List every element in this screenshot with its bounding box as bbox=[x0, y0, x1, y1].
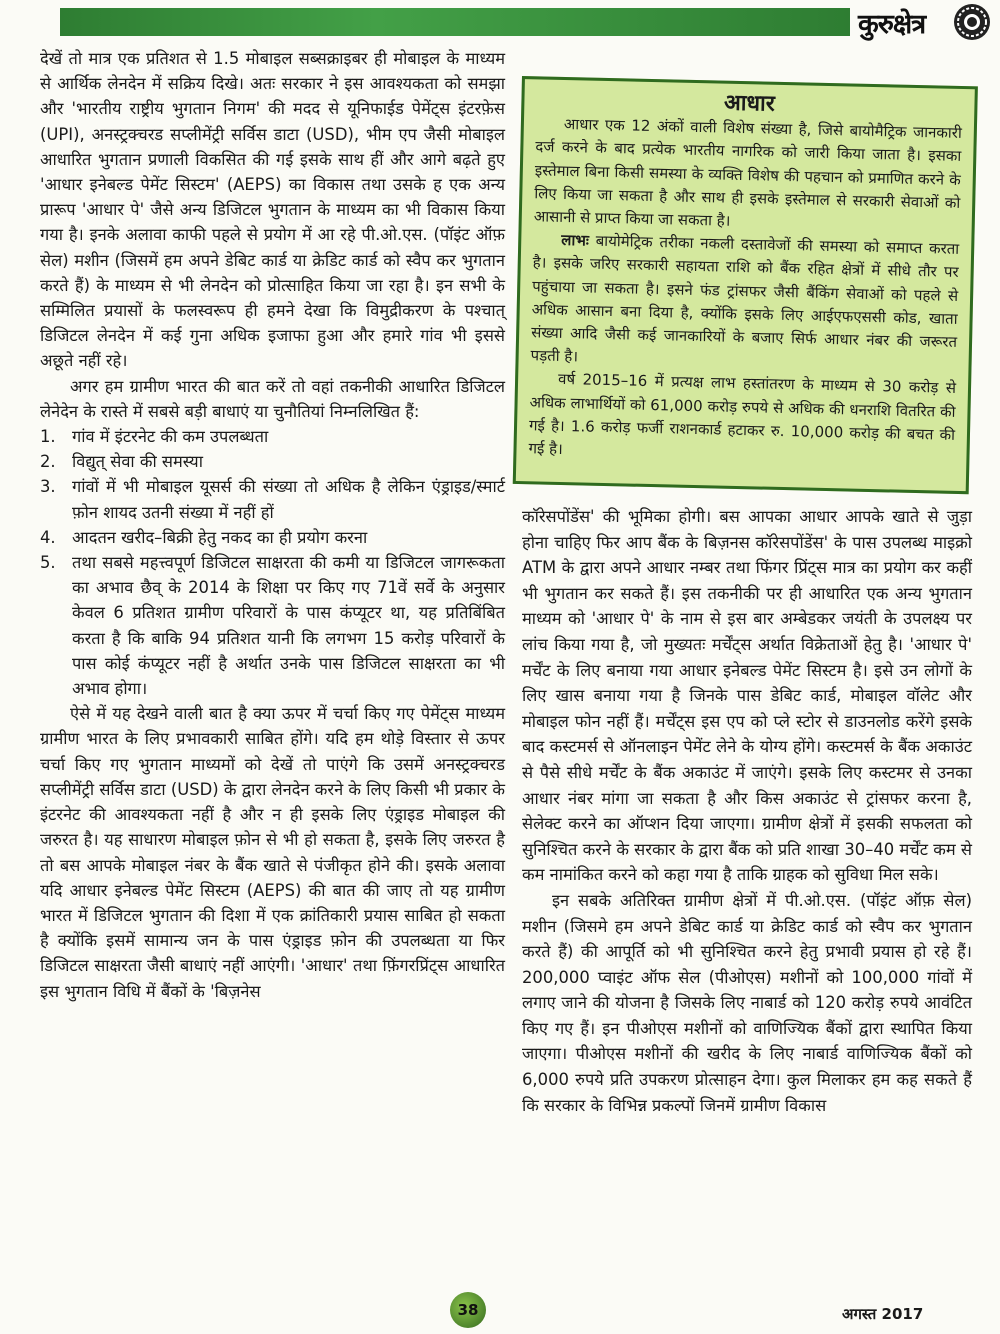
box-paragraph-3: वर्ष 2015–16 में प्रत्यक्ष लाभ हस्तांतरण के माध्यम से 30 करोड़ से अधिक लाभार्थियों को 61,000 करोड़ रुपये से अधिक की धनराशि वितरित की गई है। 1.6 करोड़ फर्जी राशनकार्ड हटाकर रु. 10,000 करोड़ की बचत की गई है। bbox=[528, 370, 957, 459]
list-number: 1. bbox=[40, 427, 56, 447]
header-green-bar bbox=[60, 8, 850, 36]
right-paragraph-1: कॉरेसपोंडेंस' की भूमिका होगी। बस आपका आधार आपके खाते से जुड़ा होना चाहिए फिर आप बैंक के बिज़नस कॉरेसपोंडेंस' के पास उपलब्ध माइक्रो ATM के द्वारा अपने आधार नम्बर तथा फिंगर प्रिंट्स मात्र का प्रयोग कर कहीं भी भुगतान कर सकते हैं। इस तकनीकी पर ही आधारित एक अन्य भुगतान माध्यम को 'आधार पे' के नाम से इस बार अम्बेडकर जयंती के उपलक्ष्य पर लांच किया गया है, जो मुख्यतः मर्चेंट्स अर्थात विक्रेताओं हेतु है। 'आधार पे' मर्चेंट के लिए बनाया गया आधार इनेबल्ड पेमेंट सिस्टम है। इसे उन लोगों के लिए खास बनाया गया है जिनके पास डेबिट कार्ड, मोबाइल वॉलेट और मोबाइल फोन नहीं हैं। मर्चेंट्स इस एप को प्ले स्टोर से डाउनलोड करेंगे इसके बाद कस्टमर्स से ऑनलाइन पेमेंट लेने के योग्य होंगे। कस्टमर्स के बैंक अकाउंट से पैसे सीधे मर्चेंट के बैंक अकाउंट में जाएंगे। इसके लिए कस्टमर से उनका आधार नंबर मांगा जा सकता है और किस अकाउंट से ट्रांसफर करना है, सेलेक्ट करने का ऑप्शन दिया जाएगा। ग्रामीण क्षेत्रों में इसकी सफलता को सुनिश्चित करने के सरकार के द्वारा बैंक को प्रति शाखा 30–40 मर्चेंट कम से कम नामांकित करने को कहा गया है ताकि ग्राहक को सुविधा मिल सके। bbox=[522, 507, 972, 885]
list-text: विद्युत् सेवा की समस्या bbox=[72, 452, 203, 472]
left-paragraph-2: अगर हम ग्रामीण भारत की बात करें तो वहां तकनीकी आधारित डिजिटल लेनेदेन के रास्ते में सबसे बड़ी बाधाएं या चुनौतियां निम्नलिखित हैं: bbox=[40, 376, 505, 421]
list-item bbox=[40, 525, 505, 550]
issue-date: अगस्त 2017 bbox=[842, 1305, 924, 1323]
list-text: तथा सबसे महत्त्वपूर्ण डिजिटल साक्षरता की कमी या डिजिटल जागरूकता का अभाव छैव् के 2014 के शिक्षा पर किए गए 71वें सर्वे के अनुसार केवल 6 प्रतिशत ग्रामीण परिवारों के पास कंप्यूटर था, यह प्रतिबिंबित करता है कि बाकि 94 प्रतिशत यानी कि लगभग 15 करोड़ परिवारों के पास कोई कंप्यूटर नहीं है अर्थात उनके पास डिजिटल साक्षरता का भी अभाव होगा। bbox=[72, 553, 505, 699]
list-number: 2. bbox=[40, 452, 56, 472]
right-column bbox=[522, 504, 972, 1118]
aadhaar-info-box bbox=[513, 76, 978, 494]
page-number: 38 bbox=[450, 1292, 486, 1328]
right-paragraph-2: इन सबके अतिरिक्त ग्रामीण क्षेत्रों में पी.ओ.एस. (पॉइंट ऑफ़ सेल) मशीन (जिसमे हम अपने डेबिट कार्ड या क्रेडिट कार्ड को स्वैप कर भुगतान करते हैं) की आपूर्ति को भी सुनिश्चित करने हेतु प्रभावी प्रयास हो रहे हैं। 200,000 प्वाइंट ऑफ सेल (पीओएस) मशीनों को 100,000 गांवों में लगाए जाने की योजना है जिसके लिए नाबार्ड को 120 करोड़ रुपये आवंटित किए गए हैं। इन पीओएस मशीनों को वाणिज्यिक बैंकों द्वारा स्थापित किया जाएगा। पीओएस मशीनों की खरीद के लिए नाबार्ड वाणिज्यिक बैंकों को 6,000 रुपये प्रति उपकरण प्रोत्साहन देगा। कुल मिलाकर हम कह सकते हैं कि सरकार के विभिन्न प्रकल्पों जिनमें ग्रामीण विकास bbox=[522, 890, 972, 1115]
box-paragraph-2 bbox=[530, 229, 959, 378]
list-number: 5. bbox=[40, 553, 56, 573]
list-text: गांवों में भी मोबाइल यूसर्स की संख्या तो अधिक है लेकिन एंड्राइड/स्मार्ट फ़ोन शायद उतनी संख्या में नहीं हों bbox=[72, 477, 505, 522]
challenges-list bbox=[40, 424, 505, 701]
box-paragraph-1: आधार एक 12 अंकों वाली विशेष संख्या है, जिसे बायोमैट्रिक जानकारी दर्ज करने के बाद प्रत्येक भारतीय नागरिक को जारी किया जाता है। इसका इस्तेमाल बिना किसी समस्या के व्यक्ति विशेष की पहचान को प्रमाणित करने के लिए किया जा सकता है और साथ ही इसके इस्तेमाल से सरकारी सेवाओं को आसानी से प्राप्त किया जा सकता है। bbox=[533, 115, 963, 230]
magazine-title: कुरुक्षेत्र bbox=[858, 9, 926, 40]
list-text: आदतन खरीद–बिक्री हेतु नकद का ही प्रयोग करना bbox=[72, 527, 368, 547]
list-number: 3. bbox=[40, 477, 56, 497]
list-item bbox=[40, 449, 505, 474]
box-title: आधार bbox=[723, 90, 776, 117]
benefit-label: लाभः bbox=[561, 231, 590, 250]
left-column bbox=[40, 46, 505, 1004]
list-item bbox=[40, 550, 505, 701]
left-paragraph-1: देखें तो मात्र एक प्रतिशत से 1.5 मोबाइल सब्सक्राइबर ही मोबाइल के माध्यम से आर्थिक लेनदेन में सक्रिय दिखे। अतः सरकार ने इस आवश्यकता को समझा और 'भारतीय राष्ट्रीय भुगतान निगम' की मदद से यूनिफाईड पेमेंट्स इंटरफ़ेस (UPI), अनस्ट्रक्चरड सप्लीमेंट्री सर्विस डाटा (USD), भीम एप जैसी मोबाइल आधारित भुगतान प्रणाली विकसित की गई इसके साथ हीं और आगे बढ़ते हुए 'आधार इनेबल्ड पेमेंट सिस्टम' (AEPS) का विकास तथा उसके ह एक अन्य प्रारूप 'आधार पे' जैसे अन्य डिजिटल भुगतान के माध्यम का भी विकास किया गया है। इनके अलावा काफी पहले से प्रयोग में आ रहे पी.ओ.एस. (पॉइंट ऑफ़ सेल) मशीन (जिसमें हम अपने डेबिट कार्ड या क्रेडिट कार्ड को स्वैप कर भुगतान करते हैं) के माध्यम से भी लेनदेन को प्रोत्साहित किया जा रहा है। इन सभी के सम्मिलित प्रयासों के फलस्वरूप ही हमने देखा कि विमुद्रीकरण के पश्चात् डिजिटल लेनदेन में कई गुना अधिक इजाफा हुआ और हमारे गांव भी इससे अछूते नहीं रहे। bbox=[40, 49, 506, 371]
left-paragraph-3: ऐसे में यह देखने वाली बात है क्या ऊपर में चर्चा किए गए पेमेंट्स माध्यम ग्रामीण भारत के लिए प्रभावकारी साबित होंगे। यदि हम थोड़े विस्तार से ऊपर चर्चा किए गए भुगतान माध्यमों को देखें तो पाएंगे कि उसमें अनस्ट्रक्चरड सप्लीमेंट्री सर्विस डाटा (USD) के द्वारा लेनदेन करने के लिए किसी भी प्रकार के इंटरनेट की आवश्यकता नहीं है और न ही इसके लिए एंड्राइड मोबाइल की जरुरत है। यह साधारण मोबाइल फ़ोन से भी हो सकता है, इसके लिए जरुरत है तो बस आपके मोबाइल नंबर के बैंक खाते से पंजीकृत होने की। इसके अलावा यदि आधार इनेबल्ड पेमेंट सिस्टम (AEPS) की बात की जाए तो यह ग्रामीण भारत में डिजिटल भुगतान की दिशा में एक क्रांतिकारी प्रयास साबित हो सकता है क्योंकि इसमें सामान्य जन के पास एंड्राइड फ़ोन की उपलब्धता या फिर डिजिटल साक्षरता जैसी बाधाएं नहीं आएंगी। 'आधार' तथा फ़िंगरप्रिंट्स आधारित इस भुगतान विधि में बैंकों के 'बिज़नेस bbox=[40, 704, 505, 1001]
list-item bbox=[40, 474, 505, 524]
list-item bbox=[40, 424, 505, 449]
benefit-text: बायोमेट्रिक तरीका नकली दस्तावेजों की समस्या को समाप्त करता है। इसके जरिए सरकारी सहायता राशि को बैंक रहित क्षेत्रों में सीधे तौर पर पहुंचाया जा सकता है। इसने फंड ट्रांसफर जैसी बैंकिंग सेवाओं को पहले से अधिक आसान बना दिया है, क्योंकि इसके लिए आईएफएससी कोड, खाता संख्या आदि जैसी कई जानकारियों के बजाए सिर्फ आधार नंबर की जरूरत पड़ती है। bbox=[530, 231, 960, 366]
list-text: गांव में इंटरनेट की कम उपलब्धता bbox=[72, 427, 269, 447]
chakra-emblem-icon bbox=[952, 2, 992, 42]
list-number: 4. bbox=[40, 527, 56, 547]
